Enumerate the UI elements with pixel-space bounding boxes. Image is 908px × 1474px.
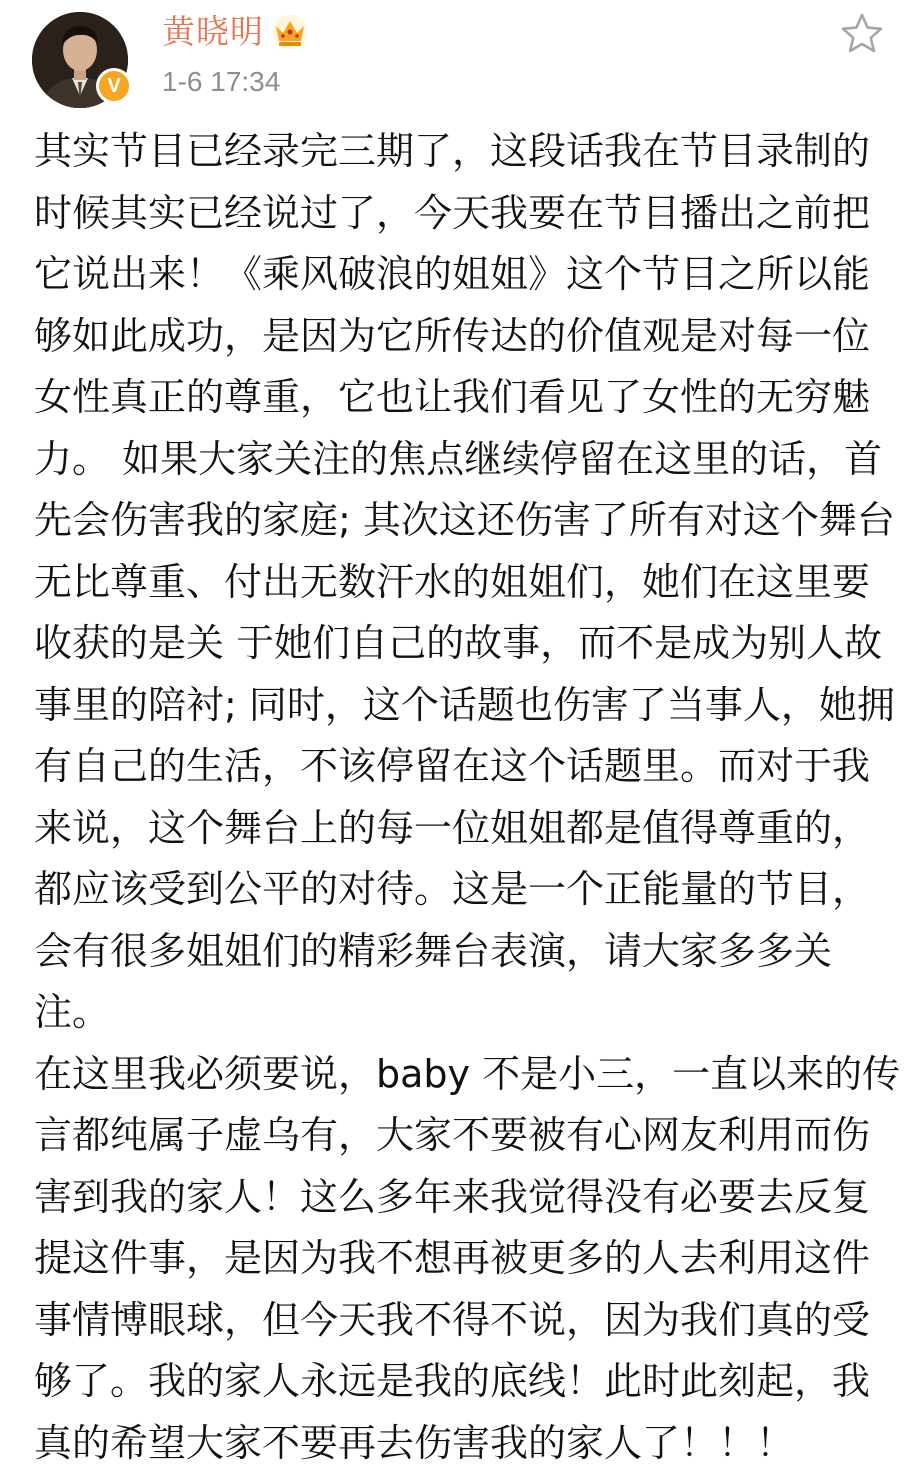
post-header bbox=[0, 0, 908, 118]
post-body bbox=[34, 121, 908, 1474]
post-line: 都应该受到公平的对待。这是一个正能量的节目， bbox=[34, 859, 908, 921]
post-line: 力。 如果大家关注的焦点继续停留在这里的话，首 bbox=[34, 429, 908, 491]
crown-icon bbox=[270, 14, 310, 50]
post-line: 够如此成功，是因为它所传达的价值观是对每一位 bbox=[34, 306, 908, 368]
verified-badge: V bbox=[96, 68, 132, 104]
post-line: 会有很多姐姐们的精彩舞台表演，请大家多多关 bbox=[34, 921, 908, 983]
post-line: 来说，这个舞台上的每一位姐姐都是值得尊重的， bbox=[34, 798, 908, 860]
post-line: 时候其实已经说过了，今天我要在节目播出之前把 bbox=[34, 183, 908, 245]
post-line: 无比尊重、付出无数汗水的姐姐们，她们在这里要 bbox=[34, 552, 908, 614]
post-line: 事情博眼球，但今天我不得不说，因为我们真的受 bbox=[34, 1290, 908, 1352]
star-outline-icon[interactable] bbox=[838, 10, 886, 58]
post-line: 收获的是关 于她们自己的故事，而不是成为别人故 bbox=[34, 613, 908, 675]
post-line: 言都纯属子虚乌有，大家不要被有心网友利用而伤 bbox=[34, 1105, 908, 1167]
post-line: 害到我的家人！这么多年来我觉得没有必要去反复 bbox=[34, 1167, 908, 1229]
post-line: 先会伤害我的家庭; 其次这还伤害了所有对这个舞台 bbox=[34, 490, 908, 552]
post-time: 1-6 17:34 bbox=[162, 62, 280, 102]
post-line: 提这件事，是因为我不想再被更多的人去利用这件 bbox=[34, 1228, 908, 1290]
post-line: 事里的陪衬; 同时，这个话题也伤害了当事人，她拥 bbox=[34, 675, 908, 737]
post-line: 在这里我必须要说，baby 不是小三，一直以来的传 bbox=[34, 1044, 908, 1106]
post-line: 它说出来！《乘风破浪的姐姐》这个节目之所以能 bbox=[34, 244, 908, 306]
post-line: 其实节目已经录完三期了，这段话我在节目录制的 bbox=[34, 121, 908, 183]
post-line: 有自己的生活，不该停留在这个话题里。而对于我 bbox=[34, 736, 908, 798]
post-line: 真的希望大家不要再去伤害我的家人了！！！ bbox=[34, 1413, 908, 1474]
username[interactable]: 黄晓明 bbox=[162, 10, 264, 54]
post-line: 够了。我的家人永远是我的底线！此时此刻起，我 bbox=[34, 1351, 908, 1413]
post-line: 女性真正的尊重，它也让我们看见了女性的无穷魅 bbox=[34, 367, 908, 429]
post-line: 注。 bbox=[34, 982, 908, 1044]
